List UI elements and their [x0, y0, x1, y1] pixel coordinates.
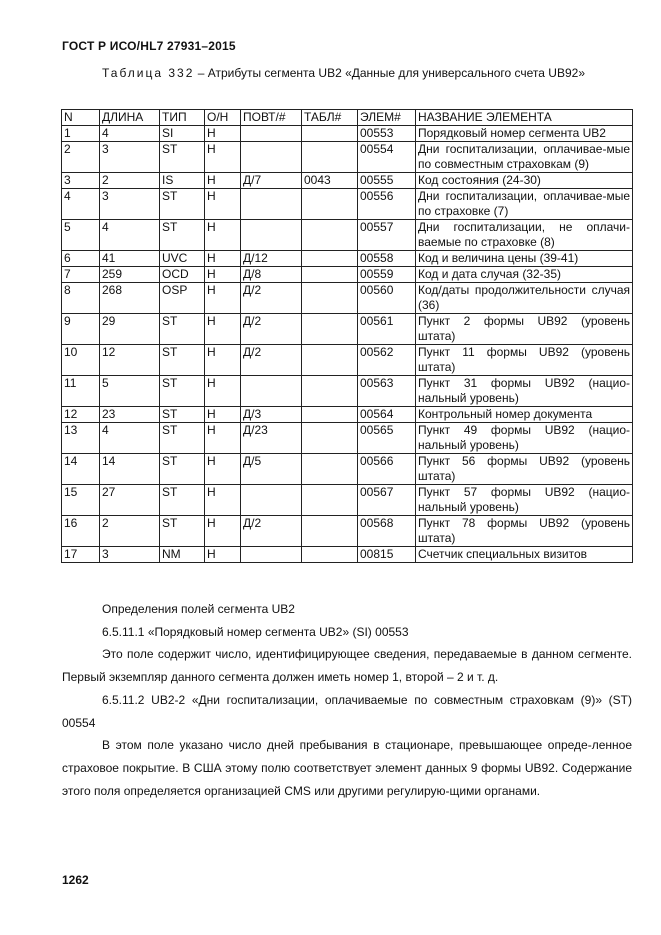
- cell-repeat: Д/2: [241, 516, 302, 547]
- cell-length: 4: [100, 126, 160, 142]
- cell-length: 4: [100, 423, 160, 454]
- cell-element: 00565: [358, 423, 416, 454]
- cell-repeat: Д/2: [241, 283, 302, 314]
- cell-table: [302, 454, 358, 485]
- cell-n: 8: [62, 283, 100, 314]
- field-heading-1: 6.5.11.1 «Порядковый номер сегмента UB2» (SI) 00553: [102, 624, 409, 639]
- cell-optionality: Н: [205, 126, 241, 142]
- cell-element: 00815: [358, 547, 416, 563]
- field-heading-2: 6.5.11.2 UB2-2 «Дни госпитализации, оплачиваемые по совместным страховкам (9)» (ST) 00554: [62, 692, 632, 730]
- cell-length: 3: [100, 547, 160, 563]
- cell-n: 17: [62, 547, 100, 563]
- table-row: [62, 407, 633, 423]
- cell-n: 1: [62, 126, 100, 142]
- cell-n: 9: [62, 314, 100, 345]
- body-text: [62, 598, 632, 802]
- cell-repeat: Д/3: [241, 407, 302, 423]
- cell-length: 2: [100, 516, 160, 547]
- cell-optionality: Н: [205, 454, 241, 485]
- cell-repeat: Д/12: [241, 251, 302, 267]
- cell-element: 00556: [358, 189, 416, 220]
- cell-table: [302, 126, 358, 142]
- cell-element: 00555: [358, 173, 416, 189]
- cell-n: 7: [62, 267, 100, 283]
- cell-type: NM: [160, 547, 205, 563]
- cell-element: 00567: [358, 485, 416, 516]
- table-caption: [62, 63, 632, 84]
- cell-length: 259: [100, 267, 160, 283]
- column-header-length: ДЛИНА: [100, 110, 160, 126]
- cell-optionality: Н: [205, 189, 241, 220]
- cell-element-name: Пункт 31 формы UB92 (нацио-нальный уровень): [416, 376, 633, 407]
- column-header-table: ТАБЛ#: [302, 110, 358, 126]
- cell-element-name: Код состояния (24-30): [416, 173, 633, 189]
- cell-element: 00560: [358, 283, 416, 314]
- cell-element-name: Пункт 56 формы UB92 (уровень штата): [416, 454, 633, 485]
- table-body: [62, 126, 633, 563]
- cell-type: ST: [160, 376, 205, 407]
- cell-element-name: Пункт 49 формы UB92 (нацио-нальный уровень): [416, 423, 633, 454]
- cell-table: [302, 267, 358, 283]
- cell-type: OSP: [160, 283, 205, 314]
- cell-type: UVC: [160, 251, 205, 267]
- cell-length: 4: [100, 220, 160, 251]
- table-row: [62, 220, 633, 251]
- cell-n: 11: [62, 376, 100, 407]
- cell-element-name: Код/даты продолжительности случая (36): [416, 283, 633, 314]
- table-header-row: [62, 110, 633, 126]
- cell-element-name: Пункт 2 формы UB92 (уровень штата): [416, 314, 633, 345]
- table-row: [62, 516, 633, 547]
- cell-table: [302, 423, 358, 454]
- cell-table: [302, 345, 358, 376]
- cell-n: 5: [62, 220, 100, 251]
- cell-n: 13: [62, 423, 100, 454]
- cell-repeat: Д/2: [241, 314, 302, 345]
- cell-optionality: Н: [205, 173, 241, 189]
- cell-table: [302, 283, 358, 314]
- cell-type: ST: [160, 454, 205, 485]
- cell-type: ST: [160, 516, 205, 547]
- cell-element-name: Код и величина цены (39-41): [416, 251, 633, 267]
- cell-type: ST: [160, 314, 205, 345]
- cell-optionality: Н: [205, 407, 241, 423]
- cell-element: 00562: [358, 345, 416, 376]
- cell-element-name: Пункт 57 формы UB92 (нацио-нальный уровень): [416, 485, 633, 516]
- cell-element: 00563: [358, 376, 416, 407]
- cell-type: ST: [160, 220, 205, 251]
- section-heading: Определения полей сегмента UB2: [102, 602, 295, 616]
- cell-n: 16: [62, 516, 100, 547]
- cell-n: 3: [62, 173, 100, 189]
- cell-n: 15: [62, 485, 100, 516]
- cell-optionality: Н: [205, 345, 241, 376]
- column-header-repeat: ПОВТ/#: [241, 110, 302, 126]
- cell-element-name: Пункт 78 формы UB92 (уровень штата): [416, 516, 633, 547]
- cell-optionality: Н: [205, 314, 241, 345]
- cell-optionality: Н: [205, 376, 241, 407]
- cell-repeat: Д/8: [241, 267, 302, 283]
- cell-optionality: Н: [205, 423, 241, 454]
- table-row: [62, 547, 633, 563]
- table-row: [62, 251, 633, 267]
- cell-optionality: Н: [205, 267, 241, 283]
- table-caption-text: – Атрибуты сегмента UB2 «Данные для универсального счета UB92»: [194, 66, 585, 80]
- cell-element: 00566: [358, 454, 416, 485]
- cell-optionality: Н: [205, 516, 241, 547]
- cell-length: 3: [100, 189, 160, 220]
- cell-table: [302, 485, 358, 516]
- cell-element: 00558: [358, 251, 416, 267]
- cell-element-name: Порядковый номер сегмента UB2: [416, 126, 633, 142]
- cell-table: [302, 547, 358, 563]
- cell-repeat: [241, 547, 302, 563]
- cell-length: 12: [100, 345, 160, 376]
- cell-n: 10: [62, 345, 100, 376]
- cell-type: ST: [160, 423, 205, 454]
- cell-repeat: Д/23: [241, 423, 302, 454]
- table-row: [62, 423, 633, 454]
- cell-n: 12: [62, 407, 100, 423]
- cell-optionality: Н: [205, 485, 241, 516]
- cell-type: IS: [160, 173, 205, 189]
- column-header-n: N: [62, 110, 100, 126]
- cell-optionality: Н: [205, 251, 241, 267]
- table-row: [62, 126, 633, 142]
- cell-repeat: [241, 126, 302, 142]
- cell-type: ST: [160, 345, 205, 376]
- table-caption-label: Таблица 332: [102, 66, 195, 80]
- cell-element: 00553: [358, 126, 416, 142]
- cell-table: [302, 314, 358, 345]
- cell-length: 29: [100, 314, 160, 345]
- cell-element-name: Пункт 11 формы UB92 (уровень штата): [416, 345, 633, 376]
- cell-optionality: Н: [205, 142, 241, 173]
- table-row: [62, 173, 633, 189]
- cell-type: SI: [160, 126, 205, 142]
- cell-length: 23: [100, 407, 160, 423]
- cell-length: 268: [100, 283, 160, 314]
- cell-repeat: [241, 485, 302, 516]
- cell-optionality: Н: [205, 283, 241, 314]
- cell-n: 4: [62, 189, 100, 220]
- cell-type: OCD: [160, 267, 205, 283]
- page-number: 1262: [62, 873, 89, 887]
- cell-repeat: [241, 376, 302, 407]
- segment-attributes-table: [61, 109, 633, 563]
- table-row: [62, 485, 633, 516]
- column-header-element: ЭЛЕМ#: [358, 110, 416, 126]
- cell-length: 5: [100, 376, 160, 407]
- cell-element-name: Дни госпитализации, не оплачи-ваемые по страховке (8): [416, 220, 633, 251]
- cell-table: [302, 189, 358, 220]
- column-header-type: ТИП: [160, 110, 205, 126]
- cell-element: 00564: [358, 407, 416, 423]
- paragraph-1: Это поле содержит число, идентифицирующее сведения, передаваемые в данном сегменте. Первый экземпляр данного сегмента должен иметь номер 1, второй – 2 и т. д.: [62, 647, 632, 685]
- cell-element: 00559: [358, 267, 416, 283]
- paragraph-2: В этом поле указано число дней пребывания в стационаре, превышающее опреде-ленное страховое покрытие. В США этому полю соответствует элемент данных 9 формы UB92. Содержание этого поля определяется организацией CMS или другими регулирую-щими органами.: [62, 738, 632, 798]
- table-row: [62, 376, 633, 407]
- cell-element: 00568: [358, 516, 416, 547]
- cell-element-name: Код и дата случая (32-35): [416, 267, 633, 283]
- table-row: [62, 189, 633, 220]
- cell-length: 41: [100, 251, 160, 267]
- table-row: [62, 283, 633, 314]
- cell-length: 14: [100, 454, 160, 485]
- cell-element-name: Дни госпитализации, оплачивае-мые по совместным страховкам (9): [416, 142, 633, 173]
- cell-n: 6: [62, 251, 100, 267]
- table-row: [62, 314, 633, 345]
- cell-element: 00557: [358, 220, 416, 251]
- cell-type: ST: [160, 189, 205, 220]
- cell-type: ST: [160, 407, 205, 423]
- column-header-element-name: НАЗВАНИЕ ЭЛЕМЕНТА: [416, 110, 633, 126]
- cell-table: [302, 220, 358, 251]
- column-header-optionality: О/Н: [205, 110, 241, 126]
- table-row: [62, 267, 633, 283]
- cell-table: 0043: [302, 173, 358, 189]
- cell-repeat: Д/5: [241, 454, 302, 485]
- cell-element-name: Контрольный номер документа: [416, 407, 633, 423]
- cell-n: 2: [62, 142, 100, 173]
- cell-repeat: [241, 189, 302, 220]
- cell-n: 14: [62, 454, 100, 485]
- cell-optionality: Н: [205, 547, 241, 563]
- cell-table: [302, 251, 358, 267]
- cell-element-name: Счетчик специальных визитов: [416, 547, 633, 563]
- table-row: [62, 454, 633, 485]
- cell-table: [302, 516, 358, 547]
- cell-repeat: [241, 220, 302, 251]
- cell-table: [302, 142, 358, 173]
- cell-table: [302, 407, 358, 423]
- cell-element: 00561: [358, 314, 416, 345]
- cell-element-name: Дни госпитализации, оплачивае-мые по страховке (7): [416, 189, 633, 220]
- cell-type: ST: [160, 485, 205, 516]
- cell-repeat: Д/7: [241, 173, 302, 189]
- cell-optionality: Н: [205, 220, 241, 251]
- cell-length: 27: [100, 485, 160, 516]
- cell-table: [302, 376, 358, 407]
- cell-repeat: [241, 142, 302, 173]
- document-header: ГОСТ Р ИСО/HL7 27931–2015: [62, 39, 236, 53]
- cell-element: 00554: [358, 142, 416, 173]
- cell-length: 2: [100, 173, 160, 189]
- cell-length: 3: [100, 142, 160, 173]
- table-row: [62, 345, 633, 376]
- cell-type: ST: [160, 142, 205, 173]
- table-row: [62, 142, 633, 173]
- cell-repeat: Д/2: [241, 345, 302, 376]
